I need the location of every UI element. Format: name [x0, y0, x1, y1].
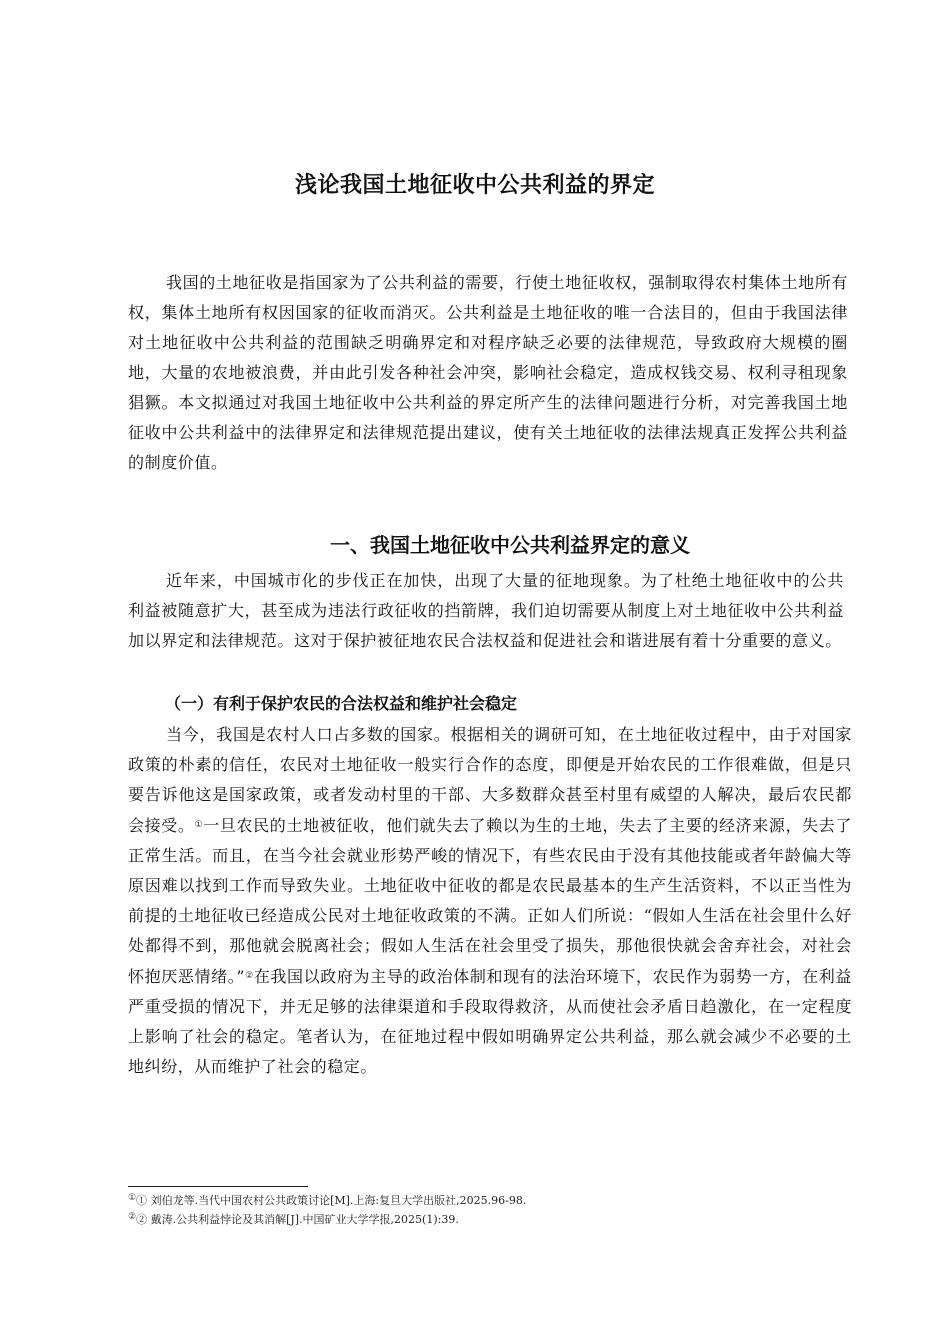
section-paragraph: 近年来，中国城市化的步伐正在加快，出现了大量的征地现象。为了杜绝土地征收中的公共利益被随意扩大，甚至成为违法行政征收的挡箭牌，我们迫切需要从制度上对土地征收中公共利益加以界定和法律规范。这对于保护被征地农民合法权益和促进社会和谐进展有着十分重要的意义。 — [128, 571, 844, 650]
footnote-mark: ② — [128, 1212, 137, 1222]
footnote-item — [128, 1190, 848, 1209]
footnote-text: ① 刘伯龙等.当代中国农村公共政策讨论[M].上海:复旦大学出版社,2025.96-98. — [136, 1194, 527, 1207]
footnote-reference-2[interactable]: ② — [245, 971, 254, 981]
document-title: 浅论我国土地征收中公共利益的界定 — [294, 173, 655, 198]
footnote-reference-1[interactable]: ① — [194, 820, 204, 830]
footnote-text: ② 戴涛.公共利益悖论及其消解[J].中国矿业大学学报,2025(1):39. — [136, 1213, 459, 1226]
footnotes — [128, 1190, 848, 1228]
section-heading: 一、我国土地征收中公共利益界定的意义 — [330, 533, 690, 557]
subsection-text-part-3: 在我国以政府为主导的政治体制和现有的法治环境下，农民作为弱势一方，在利益严重受损的情况下，并无足够的法律渠道和手段取得救济，从而使社会矛盾日趋激化，在一定程度上影响了社会的稳定。笔者认为，在征地过程中假如明确界定公共利益，那么就会减少不必要的土地纠纷，从而维护了社会的稳定。 — [128, 967, 852, 1076]
subsection-heading: （一）有利于保护农民的合法权益和维护社会稳定 — [165, 694, 518, 713]
intro-paragraph: 我国的土地征收是指国家为了公共利益的需要，行使土地征收权，强制取得农村集体土地所有权，集体土地所有权因国家的征收而消灭。公共利益是土地征收的唯一合法目的，但由于我国法律对土地征收中公共利益的范围缺乏明确界定和对程序缺乏必要的法律规范，导致政府大规模的圈地，大量的农地被浪费，并由此引发各种社会冲突，影响社会稳定，造成权钱交易、权利寻租现象猖獗。本文拟通过对我国土地征收中公共利益的界定所产生的法律问题进行分析，对完善我国土地征收中公共利益中的法律界定和法律规范提出建议，使有关土地征收的法律法规真正发挥公共利益的制度价值。 — [128, 273, 848, 472]
subsection-text-part-2: 一旦农民的土地被征收，他们就失去了赖以为生的土地，失去了主要的经济来源，失去了正常生活。而且，在当今社会就业形势严峻的情况下，有些农民由于没有其他技能或者年龄偏大等原因难以找到工作而导致失业。土地征收中征收的都是农民最基本的生产生活资料，不以正当性为前提的土地征收已经造成公民对土地征收政策的不满。正如人们所说：“假如人生活在社会里什么好处都得不到，那他就会脱离社会；假如人生活在社会里受了损失，那他很快就会舍弃社会，对社会怀抱厌恶情绪。” — [128, 816, 853, 986]
footnote-mark: ① — [128, 1193, 137, 1203]
footnote-item — [128, 1209, 848, 1228]
footnote-separator — [128, 1186, 308, 1187]
subsection-text-part-1: 当今，我国是农村人口占多数的国家。根据相关的调研可知，在土地征收过程中，由于对国家政策的朴素的信任，农民对土地征收一般实行合作的态度，即便是开始农民的工作很难做，但是只要告诉他这是国家政策，或者发动村里的干部、大多数群众甚至村里有威望的人解决，最后农民都会接受。 — [128, 725, 852, 835]
subsection-paragraph — [128, 720, 852, 1082]
